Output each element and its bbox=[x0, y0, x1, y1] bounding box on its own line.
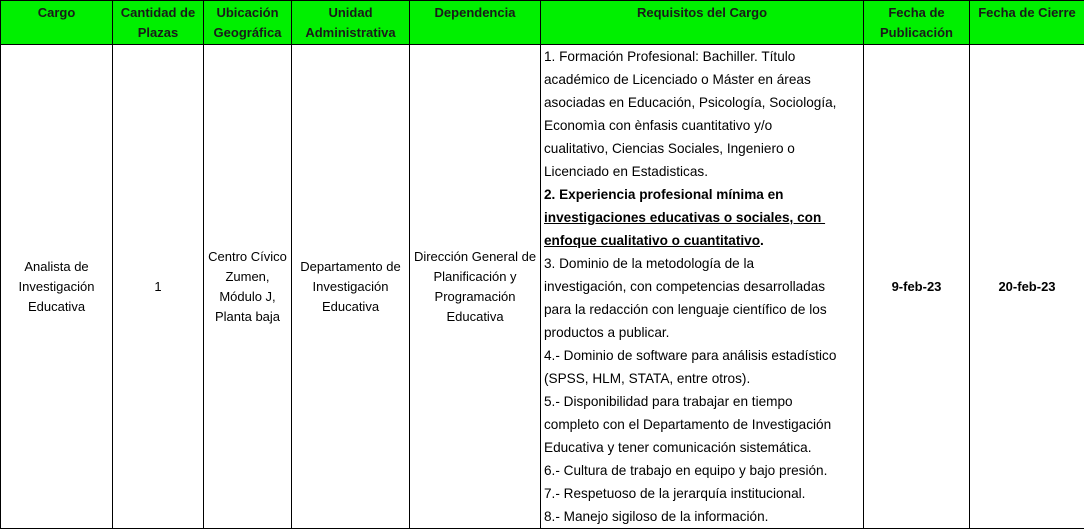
req-line-bold: 2. Experiencia profesional mínima en bbox=[544, 183, 860, 206]
req-line: para la redacción con lenguaje científico de los bbox=[544, 298, 860, 321]
req-line: 6.- Cultura de trabajo en equipo y bajo presión. bbox=[544, 459, 860, 482]
req-line: investigación, con competencias desarrolladas bbox=[544, 275, 860, 298]
cell-cierre: 20-feb-23 bbox=[970, 45, 1084, 529]
req-line: cualitativo, Ciencias Sociales, Ingeniero o bbox=[544, 137, 860, 160]
req-line: Licenciado en Estadisticas. bbox=[544, 160, 860, 183]
header-row bbox=[1, 1, 1084, 45]
req-line: 7.- Respetuoso de la jerarquía institucional. bbox=[544, 482, 860, 505]
req-line: académico de Licenciado o Máster en áreas bbox=[544, 68, 860, 91]
req-line: (SPSS, HLM, STATA, entre otros). bbox=[544, 367, 860, 390]
req-line-bold-underlined: enfoque cualitativo o cuantitativo bbox=[544, 233, 760, 248]
header-cargo: Cargo bbox=[1, 1, 113, 45]
req-line: completo con el Departamento de Investigación bbox=[544, 413, 860, 436]
header-cierre: Fecha de Cierre bbox=[970, 1, 1084, 45]
header-plazas: Cantidad de Plazas bbox=[113, 1, 204, 45]
cell-publicacion: 9-feb-23 bbox=[864, 45, 970, 529]
header-dependencia: Dependencia bbox=[410, 1, 541, 45]
req-line-bold-underlined: investigaciones educativas o sociales, con bbox=[544, 206, 860, 229]
header-ubicacion: Ubicación Geográfica bbox=[204, 1, 292, 45]
header-unidad: Unidad Administrativa bbox=[292, 1, 410, 45]
req-line: asociadas en Educación, Psicología, Sociología, bbox=[544, 91, 860, 114]
req-line-period: . bbox=[760, 233, 764, 248]
req-line-group bbox=[544, 229, 860, 252]
req-line: 4.- Dominio de software para análisis estadístico bbox=[544, 344, 860, 367]
req-line: Educativa y tener comunicación sistemática. bbox=[544, 436, 860, 459]
req-line: Economìa con ènfasis cuantitativo y/o bbox=[544, 114, 860, 137]
cell-dependencia: Dirección General de Planificación y Programación Educativa bbox=[410, 45, 541, 529]
cell-ubicacion: Centro Cívico Zumen, Módulo J, Planta baja bbox=[204, 45, 292, 529]
cell-plazas: 1 bbox=[113, 45, 204, 529]
req-line: 3. Dominio de la metodología de la bbox=[544, 252, 860, 275]
req-line: productos a publicar. bbox=[544, 321, 860, 344]
cell-cargo: Analista de Investigación Educativa bbox=[1, 45, 113, 529]
header-requisitos: Requisitos del Cargo bbox=[541, 1, 864, 45]
cell-unidad: Departamento de Investigación Educativa bbox=[292, 45, 410, 529]
header-publicacion: Fecha de Publicación bbox=[864, 1, 970, 45]
req-line: 1. Formación Profesional: Bachiller. Título bbox=[544, 45, 860, 68]
req-line: 8.- Manejo sigiloso de la información. bbox=[544, 505, 860, 528]
table-row bbox=[1, 45, 1084, 529]
req-line: 5.- Disponibilidad para trabajar en tiempo bbox=[544, 390, 860, 413]
cell-requisitos bbox=[541, 45, 864, 529]
